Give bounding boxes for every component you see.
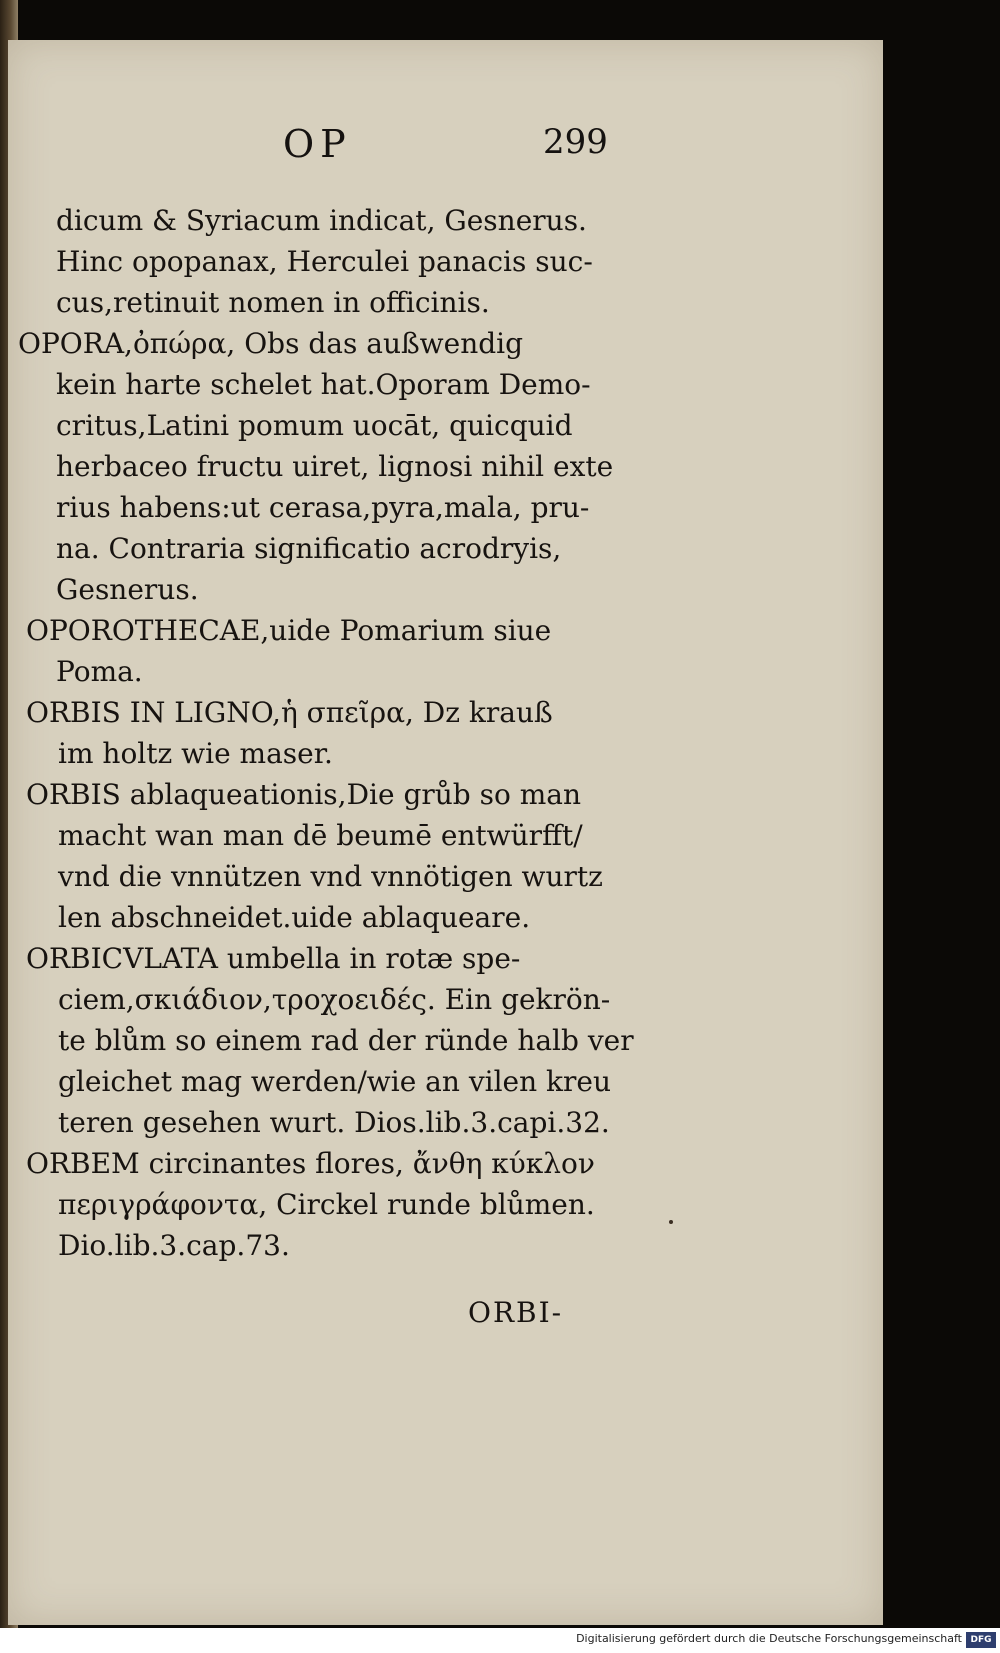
text-line: im holtz wie maser. <box>58 737 333 770</box>
text-line: na. Contraria significatio acrodryis, <box>56 532 562 565</box>
running-header <box>8 122 883 172</box>
text-line: Poma. <box>56 655 143 688</box>
margin-mark <box>669 1220 673 1224</box>
text-line: Gesnerus. <box>56 573 199 606</box>
digitization-footer <box>0 1628 1000 1653</box>
entry-headword-line: ORBIS ablaqueationis,Die grůb so man <box>26 778 582 811</box>
text-line: herbaceo fructu uiret, lignosi nihil exte <box>56 450 614 483</box>
text-line: cus,retinuit nomen in officinis. <box>56 286 490 319</box>
text-line: macht wan man dē beumē entwürfft/ <box>58 819 583 852</box>
entry-headword-line: ORBEM circinantes flores, ἄνθη κύκλον <box>26 1147 595 1180</box>
book-page <box>8 40 883 1625</box>
text-line: περιγράφοντα, Circkel runde blůmen. <box>58 1188 595 1221</box>
entry-headword-line: ORBICVLATA umbella in rotæ spe- <box>26 942 521 975</box>
entry-headword-line: OPOROTHECAE,uide Pomarium siue <box>26 614 552 647</box>
text-line: te blům so einem rad der ründe halb ver <box>58 1024 634 1057</box>
entry-headword-line: OPORA,ὀπώρα, Obs das außwendig <box>18 327 524 360</box>
entry-headword-line: ORBIS IN LIGNO,ἡ σπεῖρα, Dz krauß <box>26 696 553 729</box>
text-line: Hinc opopanax, Herculei panacis suc- <box>56 245 593 278</box>
text-line: dicum & Syriacum indicat, Gesnerus. <box>56 204 587 237</box>
footer-credit: Digitalisierung gefördert durch die Deutsche Forschungsgemeinschaft <box>576 1632 962 1645</box>
text-line: teren gesehen wurt. Dios.lib.3.capi.32. <box>58 1106 610 1139</box>
text-line: rius habens:ut cerasa,pyra,mala, pru- <box>56 491 590 524</box>
text-line: kein harte schelet hat.Oporam Demo- <box>56 368 591 401</box>
text-line: gleichet mag werden/wie an vilen kreu <box>58 1065 611 1098</box>
text-line: ciem,σκιάδιον,τροχοειδές. Ein gekrön- <box>58 983 611 1016</box>
text-line: len abschneidet.uide ablaqueare. <box>58 901 531 934</box>
dfg-logo: DFG <box>966 1632 996 1648</box>
catchword: ORBI- <box>468 1296 564 1329</box>
text-line: Dio.lib.3.cap.73. <box>58 1229 290 1262</box>
text-line: vnd die vnnützen vnd vnnötigen wurtz <box>58 860 603 893</box>
dictionary-text <box>18 200 666 1266</box>
page-number: 299 <box>543 122 608 162</box>
running-header-signature: OP <box>283 122 352 166</box>
text-line: critus,Latini pomum uocāt, quicquid <box>56 409 573 442</box>
